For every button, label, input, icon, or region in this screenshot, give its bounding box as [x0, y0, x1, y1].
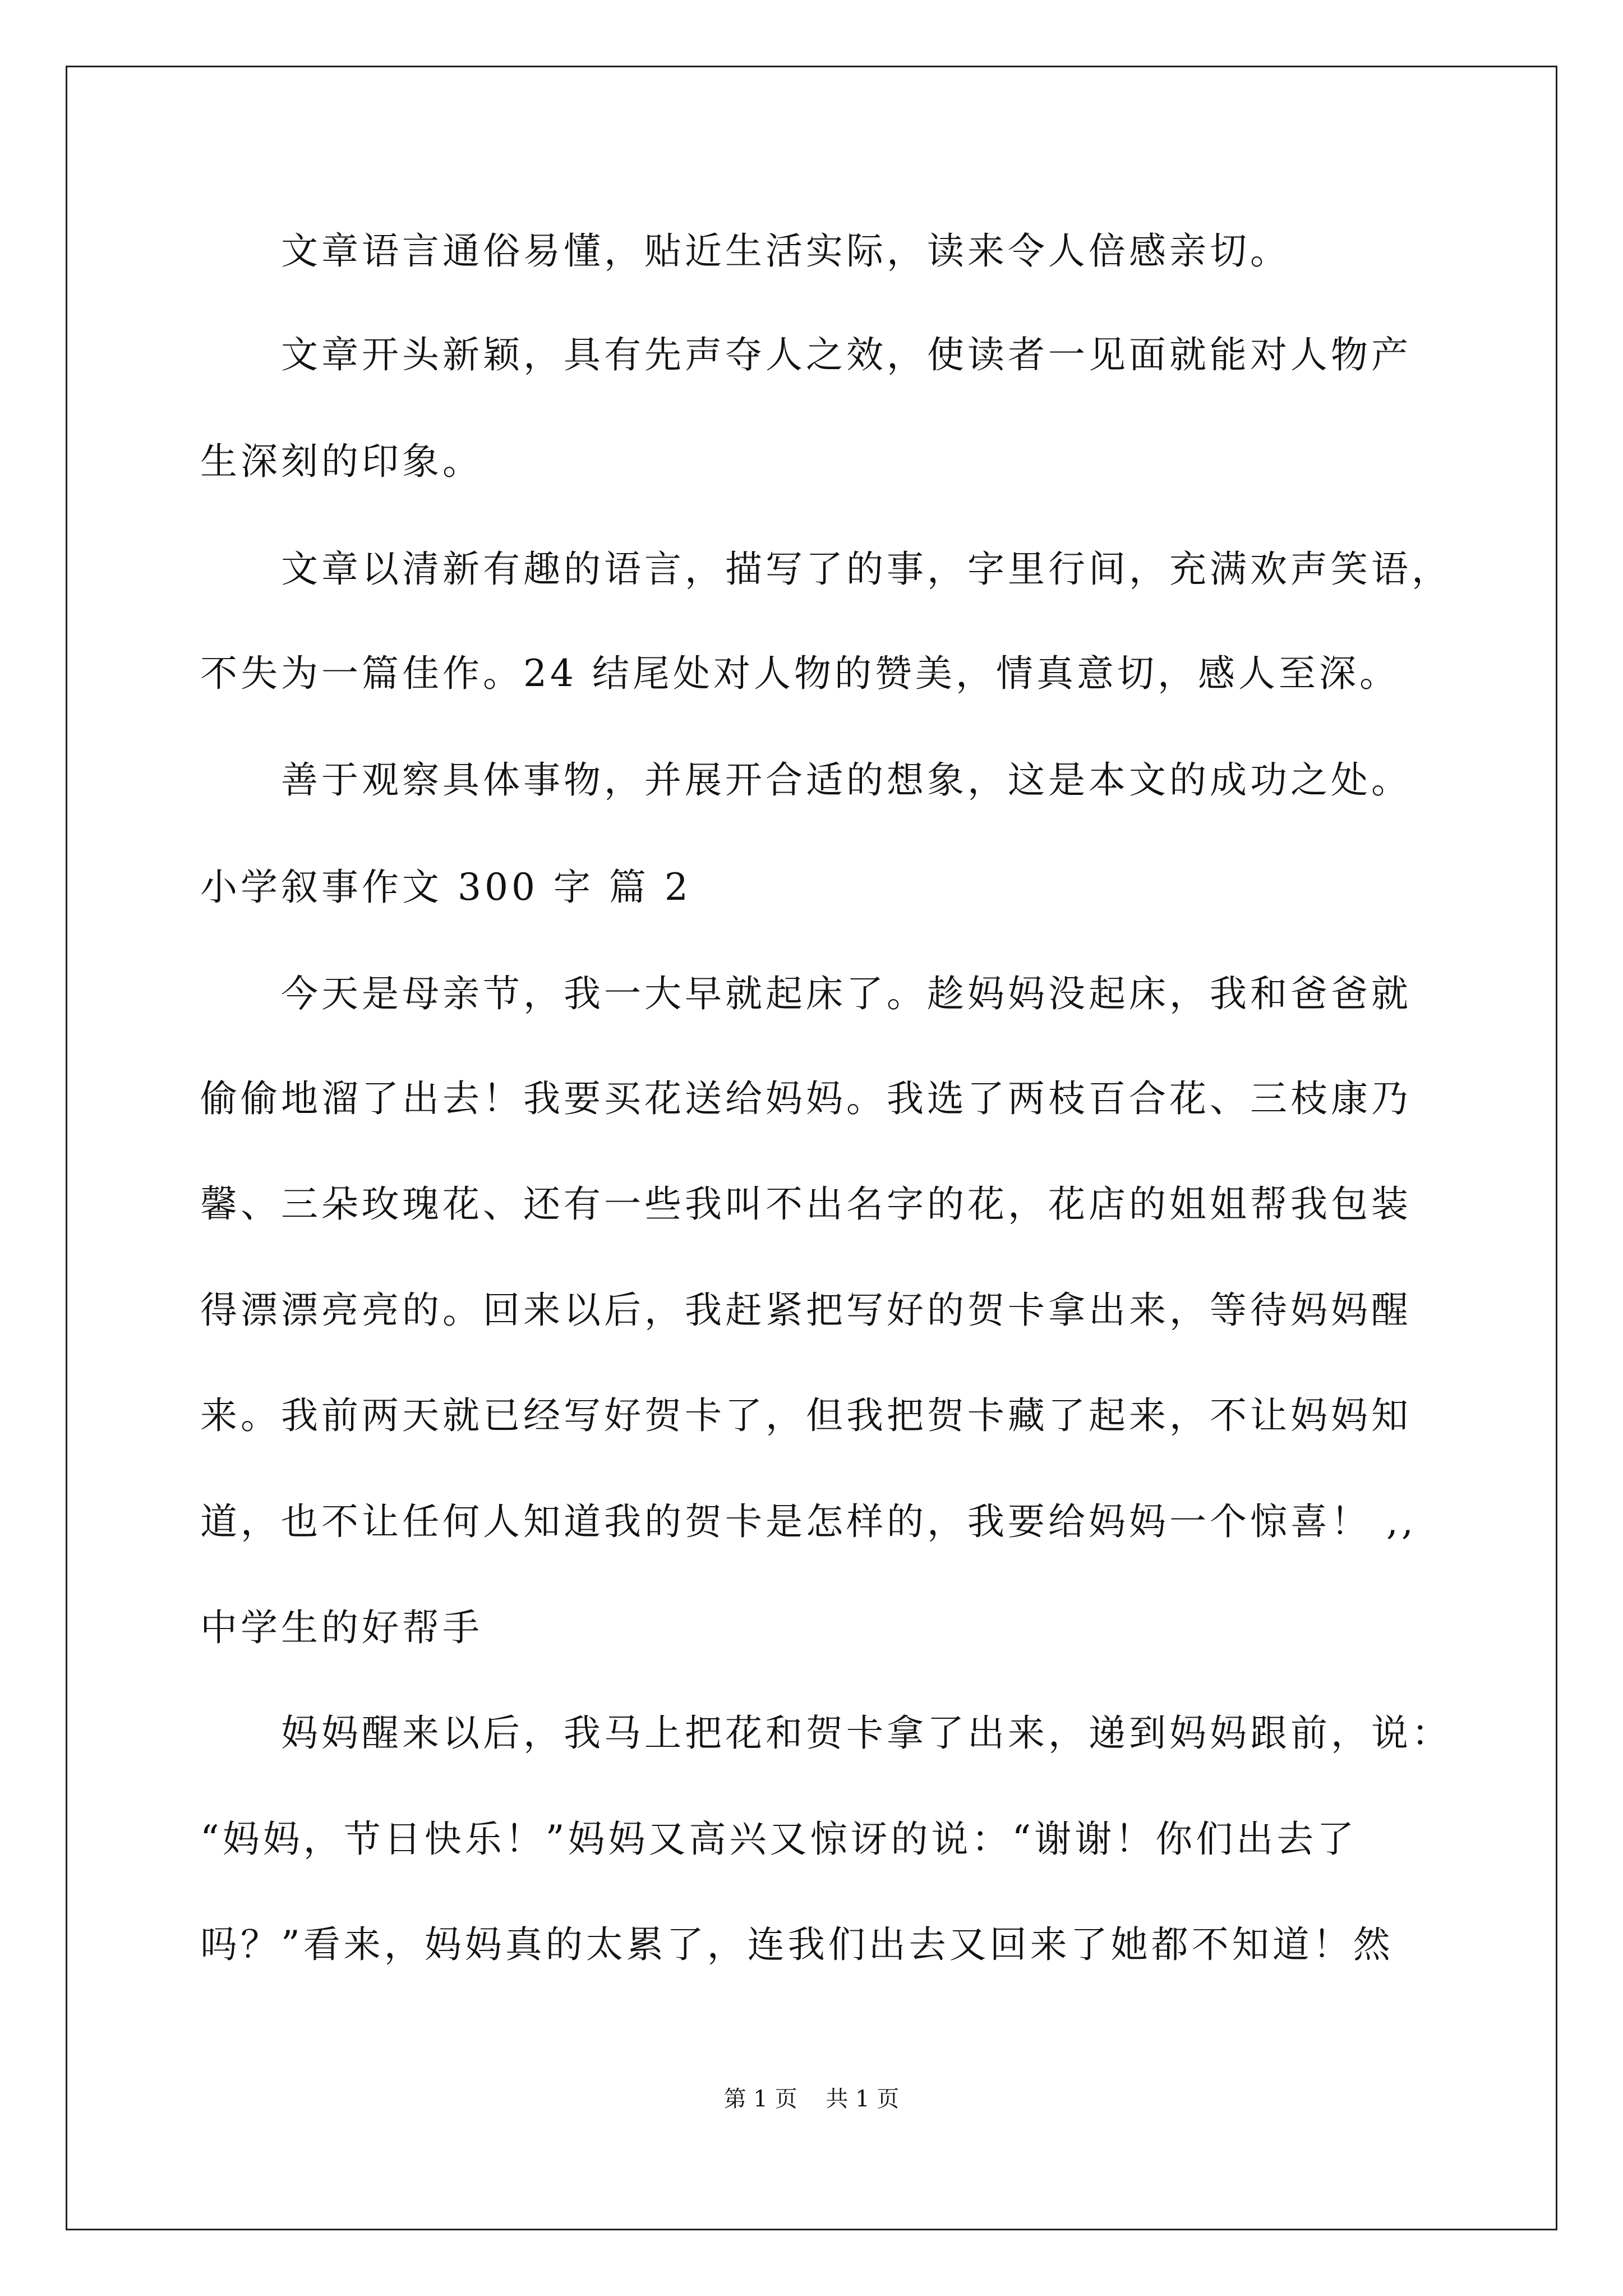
body-line-16: “妈妈，节日快乐！”妈妈又高兴又惊讶的说：“谢谢！你们出去了 [200, 1818, 1358, 1861]
body-line-8: 今天是母亲节，我一大早就起床了。趁妈妈没起床，我和爸爸就 [281, 972, 1412, 1015]
body-line-15: 妈妈醒来以后，我马上把花和贺卡拿了出来，递到妈妈跟前，说： [281, 1711, 1452, 1755]
body-line-10: 馨、三朵玫瑰花、还有一些我叫不出名字的花，花店的姐姐帮我包装 [200, 1182, 1412, 1226]
body-line-6: 善于观察具体事物，并展开合适的想象，这是本文的成功之处。 [281, 758, 1412, 802]
body-line-13: 道，也不让任何人知道我的贺卡是怎样的，我要给妈妈一个惊喜！ ,, [200, 1500, 1417, 1543]
section-heading: 小学叙事作文 300 字 篇 2 [200, 866, 691, 909]
page-border [66, 66, 1557, 2230]
body-line-4: 文章以清新有趣的语言，描写了的事，字里行间，充满欢声笑语， [281, 547, 1452, 591]
body-line-14: 中学生的好帮手 [200, 1606, 483, 1649]
body-line-11: 得漂漂亮亮的。回来以后，我赶紧把写好的贺卡拿出来，等待妈妈醒 [200, 1289, 1412, 1332]
body-line-9: 偷偷地溜了出去！我要买花送给妈妈。我选了两枝百合花、三枝康乃 [200, 1077, 1412, 1120]
body-line-1: 文章语言通俗易懂，贴近生活实际，读来令人倍感亲切。 [281, 229, 1290, 273]
body-line-17: 吗？”看来，妈妈真的太累了，连我们出去又回来了她都不知道！然 [200, 1923, 1394, 1966]
body-line-3: 生深刻的印象。 [200, 440, 483, 483]
page-number-footer: 第 1 页 共 1 页 [723, 2086, 900, 2112]
body-line-5: 不失为一篇佳作。24 结尾处对人物的赞美，情真意切，感人至深。 [200, 652, 1400, 695]
body-line-12: 来。我前两天就已经写好贺卡了，但我把贺卡藏了起来，不让妈妈知 [200, 1394, 1412, 1437]
body-line-2: 文章开头新颖，具有先声夺人之效，使读者一见面就能对人物产 [281, 333, 1412, 376]
